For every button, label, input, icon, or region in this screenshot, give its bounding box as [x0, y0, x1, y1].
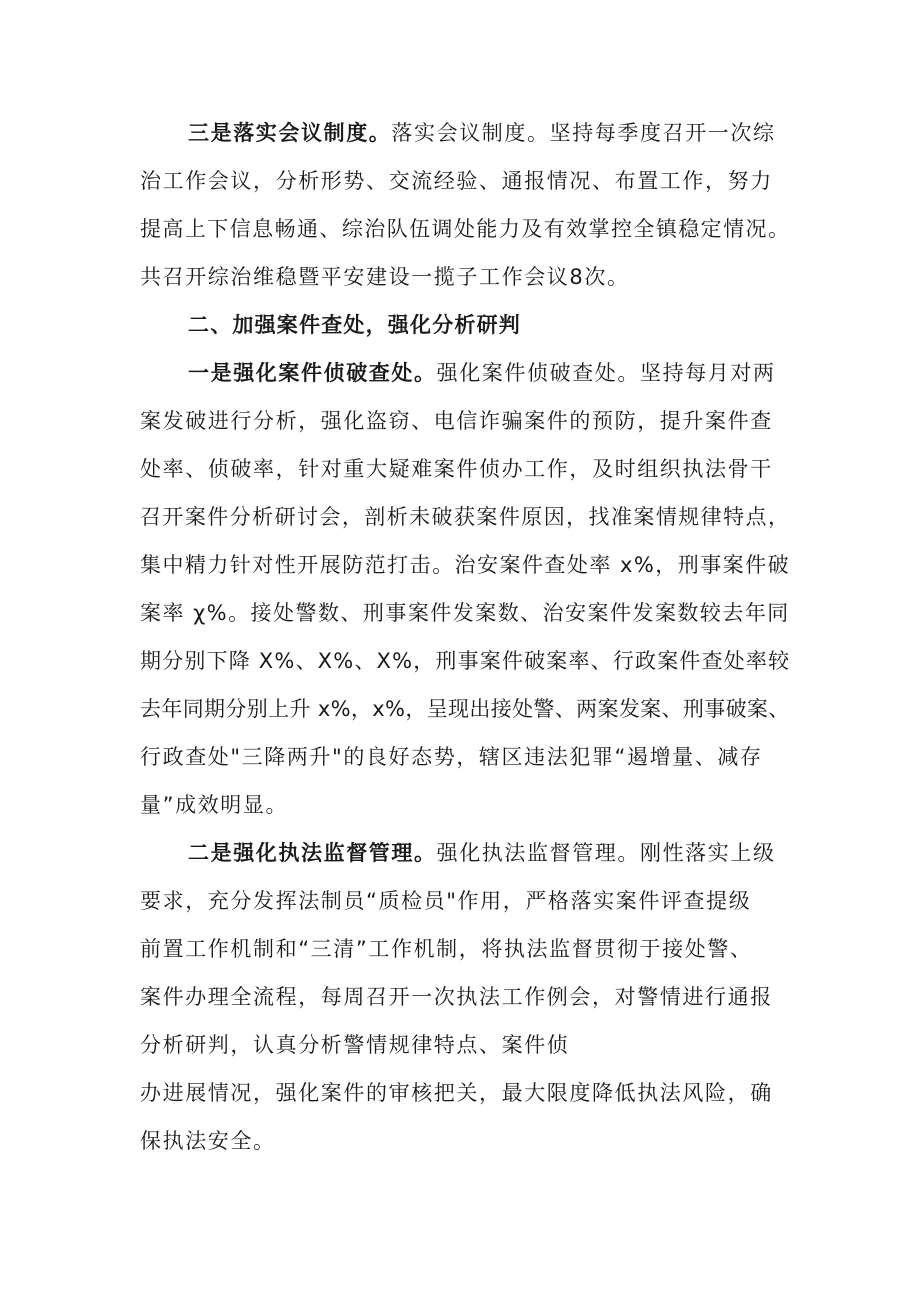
paragraph-cases-line-1 [188, 358, 776, 388]
paragraph-meeting-text-1: 落实会议制度。坚持每季度召开一次综 [391, 121, 776, 145]
paragraph-cases-line-6: 案率 χ%。接处警数、刑事案件发案数、治安案件发案数较去年同 [140, 601, 790, 625]
paragraph-cases-line-9: 行政查处"三降两升"的良好态势，辖区违法犯罪“遏增量、减存 [140, 745, 763, 769]
paragraph-cases-line-8: 去年同期分别上升 x%，x%，呈现出接处警、两案发案、刑事破案、 [140, 697, 790, 721]
paragraph-cases-text-1: 强化案件侦破查处。坚持每月对两 [436, 361, 776, 385]
paragraph-meeting-heading: 三是落实会议制度。 [188, 121, 392, 145]
paragraph-supervision-line-1 [188, 838, 776, 868]
paragraph-meeting-line-2: 治工作会议，分析形势、交流经验、通报情况、布置工作，努力 [140, 169, 773, 193]
paragraph-supervision-line-4: 案件办理全流程，每周召开一次执法工作例会，对警情进行通报 [140, 985, 773, 1009]
paragraph-supervision-line-6: 办进展情况，强化案件的审核把关，最大限度降低执法风险，确 [140, 1081, 773, 1105]
paragraph-cases-line-3: 处率、侦破率，针对重大疑难案件侦办工作，及时组织执法骨干 [140, 457, 773, 481]
paragraph-supervision-heading: 二是强化执法监督管理。 [188, 841, 437, 865]
paragraph-cases-line-5: 集中精力针对性开展防范打击。治安案件查处率 x%，刑事案件破 [140, 553, 791, 577]
paragraph-supervision-line-2: 要求，充分发挥法制员“质检员"作用，严格落实案件评查提级 [140, 889, 752, 913]
paragraph-supervision-line-7: 保执法安全。 [140, 1129, 276, 1153]
paragraph-cases-line-7: 期分别下降 X%、X%、X%，刑事案件破案率、行政案件查处率较 [140, 649, 791, 673]
paragraph-supervision-text-1: 强化执法监督管理。刚性落实上级 [436, 841, 776, 865]
section-heading: 二、加强案件查处，强化分析研判 [188, 313, 521, 337]
paragraph-cases-heading: 一是强化案件侦破查处。 [188, 361, 437, 385]
paragraph-cases-line-10: 量”成效明显。 [140, 793, 289, 817]
paragraph-meeting-line-3: 提高上下信息畅通、综治队伍调处能力及有效掌控全镇稳定情况。 [140, 217, 791, 241]
paragraph-meeting-line-1 [188, 118, 776, 148]
paragraph-supervision-line-5: 分析研判，认真分析警情规律特点、案件侦 [140, 1033, 570, 1057]
paragraph-supervision-line-3: 前置工作机制和“三清”工作机制，将执法监督贯彻于接处警、 [140, 937, 753, 961]
paragraph-meeting-line-4: 共召开综治维稳暨平安建设一揽子工作会议8次。 [140, 265, 630, 289]
paragraph-cases-line-2: 案发破进行分析，强化盗窃、电信诈骗案件的预防，提升案件查 [140, 409, 773, 433]
paragraph-cases-line-4: 召开案件分析研讨会，剖析未破获案件原因，找准案情规律特点， [140, 505, 791, 529]
